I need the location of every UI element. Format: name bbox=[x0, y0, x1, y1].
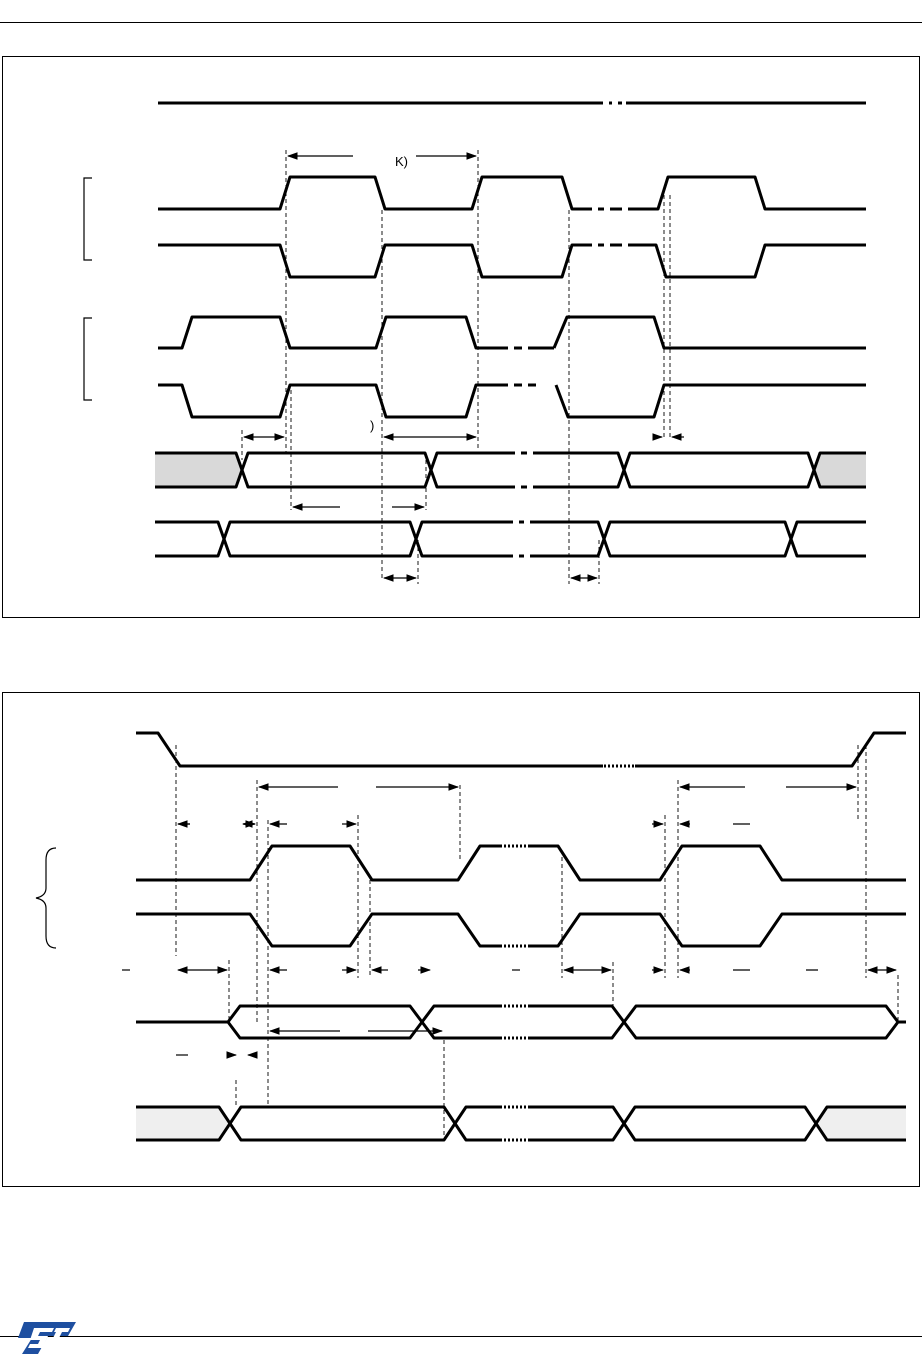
d1-clock-a-inverted bbox=[158, 245, 866, 277]
d1-timing-arrows bbox=[244, 156, 684, 578]
footer-rule bbox=[0, 1336, 922, 1337]
d1-label-k: K) bbox=[395, 154, 408, 169]
d1-guide-lines bbox=[242, 150, 670, 584]
timing-diagram-2 bbox=[2, 692, 920, 1187]
d1-clock-b-inverted bbox=[158, 385, 866, 417]
d1-bracket-upper bbox=[84, 178, 92, 260]
st-logo bbox=[14, 1318, 80, 1358]
d1-clock-a bbox=[158, 177, 866, 209]
d1-data-bus-2 bbox=[155, 522, 866, 556]
d1-label-paren: ) bbox=[370, 418, 375, 433]
d1-data-bus-1 bbox=[155, 453, 866, 487]
d1-bracket-lower bbox=[84, 318, 92, 400]
d1-clock-b bbox=[158, 317, 866, 348]
